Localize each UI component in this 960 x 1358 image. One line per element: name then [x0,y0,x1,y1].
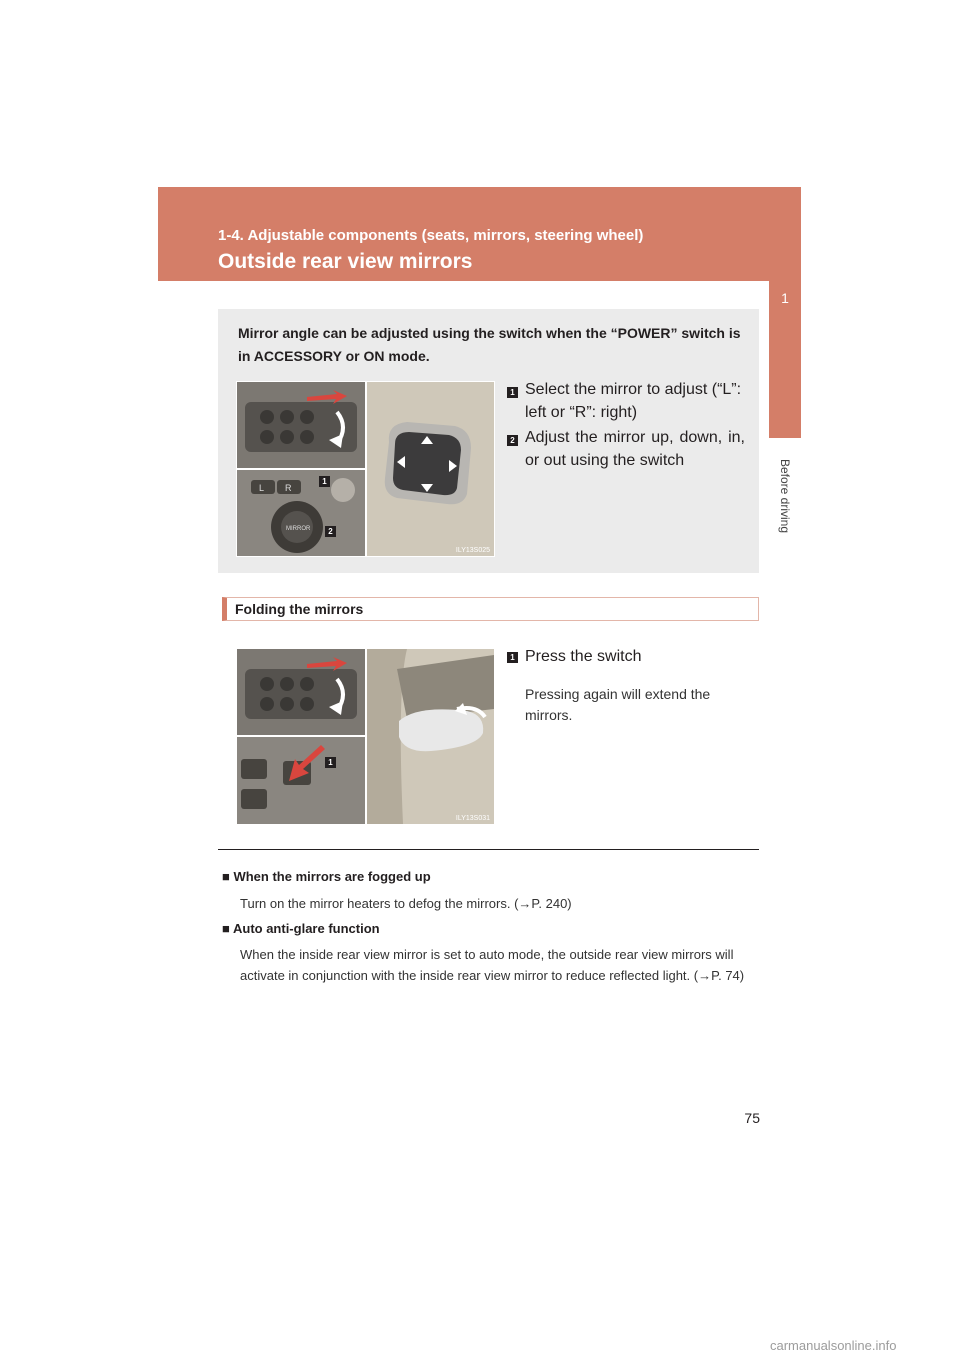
fold-step-text: Press the switch [525,648,642,665]
fold-image-code: ILY13S031 [455,815,490,822]
fold-callout-1: 1 [325,757,336,768]
step-2-badge: 2 [507,435,518,446]
callout-2: 2 [325,526,336,537]
folding-heading-text: Folding the mirrors [235,601,364,617]
mirror-photo [366,381,495,557]
section-label: 1-4. Adjustable components (seats, mirrors, steering wheel) [218,227,644,244]
fold-switch-illustration [237,649,365,824]
note-1-title: ■ When the mirrors are fogged up [222,869,431,884]
note-1-body: Turn on the mirror heaters to defog the mirrors. (→P. 240) [240,896,572,911]
fold-note: Pressing again will extend the mirrors. [525,686,711,723]
right-letter: R [285,483,292,493]
note-2-title-text: Auto anti-glare function [232,921,380,936]
chapter-label-text: Before driving [778,458,792,534]
step-1-badge: 1 [507,387,518,398]
mirror-illustration [367,382,494,556]
folded-mirror-illustration [367,649,494,824]
switch-illustration [237,382,365,556]
page-number: 75 [744,1110,760,1126]
folding-heading [222,597,759,621]
image-code: ILY13S025 [455,547,490,554]
folded-mirror-photo [366,648,495,825]
note-2-body: When the inside rear view mirror is set to auto mode, the outside rear view mirrors will activate in conjunction with the inside rear view mirror to reduce reflected light. (→P. 74) [240,947,745,983]
step-2-text: Adjust the mirror up, down, in, or out using the switch [525,429,745,469]
fold-switch-photo [236,648,366,825]
step-1-text: Select the mirror to adjust (“L”: left or “R”: right) [525,381,742,421]
switch-photo [236,381,366,557]
intro-box [218,309,759,573]
note-1-title-text: When the mirrors are fogged up [233,869,431,884]
callout-1: 1 [319,476,330,487]
notes-divider [218,849,759,850]
left-letter: L [259,483,265,493]
page-header [158,187,801,281]
fold-step-badge: 1 [507,652,518,663]
watermark: carmanualsonline.info [770,1338,897,1353]
intro-text: Mirror angle can be adjusted using the switch when the “POWER” switch is in ACCESSORY or ON mode. [238,325,741,364]
chapter-tab[interactable] [769,187,801,438]
note-2-title: ■ Auto anti-glare function [222,921,380,936]
page-title: Outside rear view mirrors [218,250,473,273]
chapter-number: 1 [781,290,789,306]
mirror-letter: MIRROR [286,526,311,532]
chapter-label [766,446,804,546]
